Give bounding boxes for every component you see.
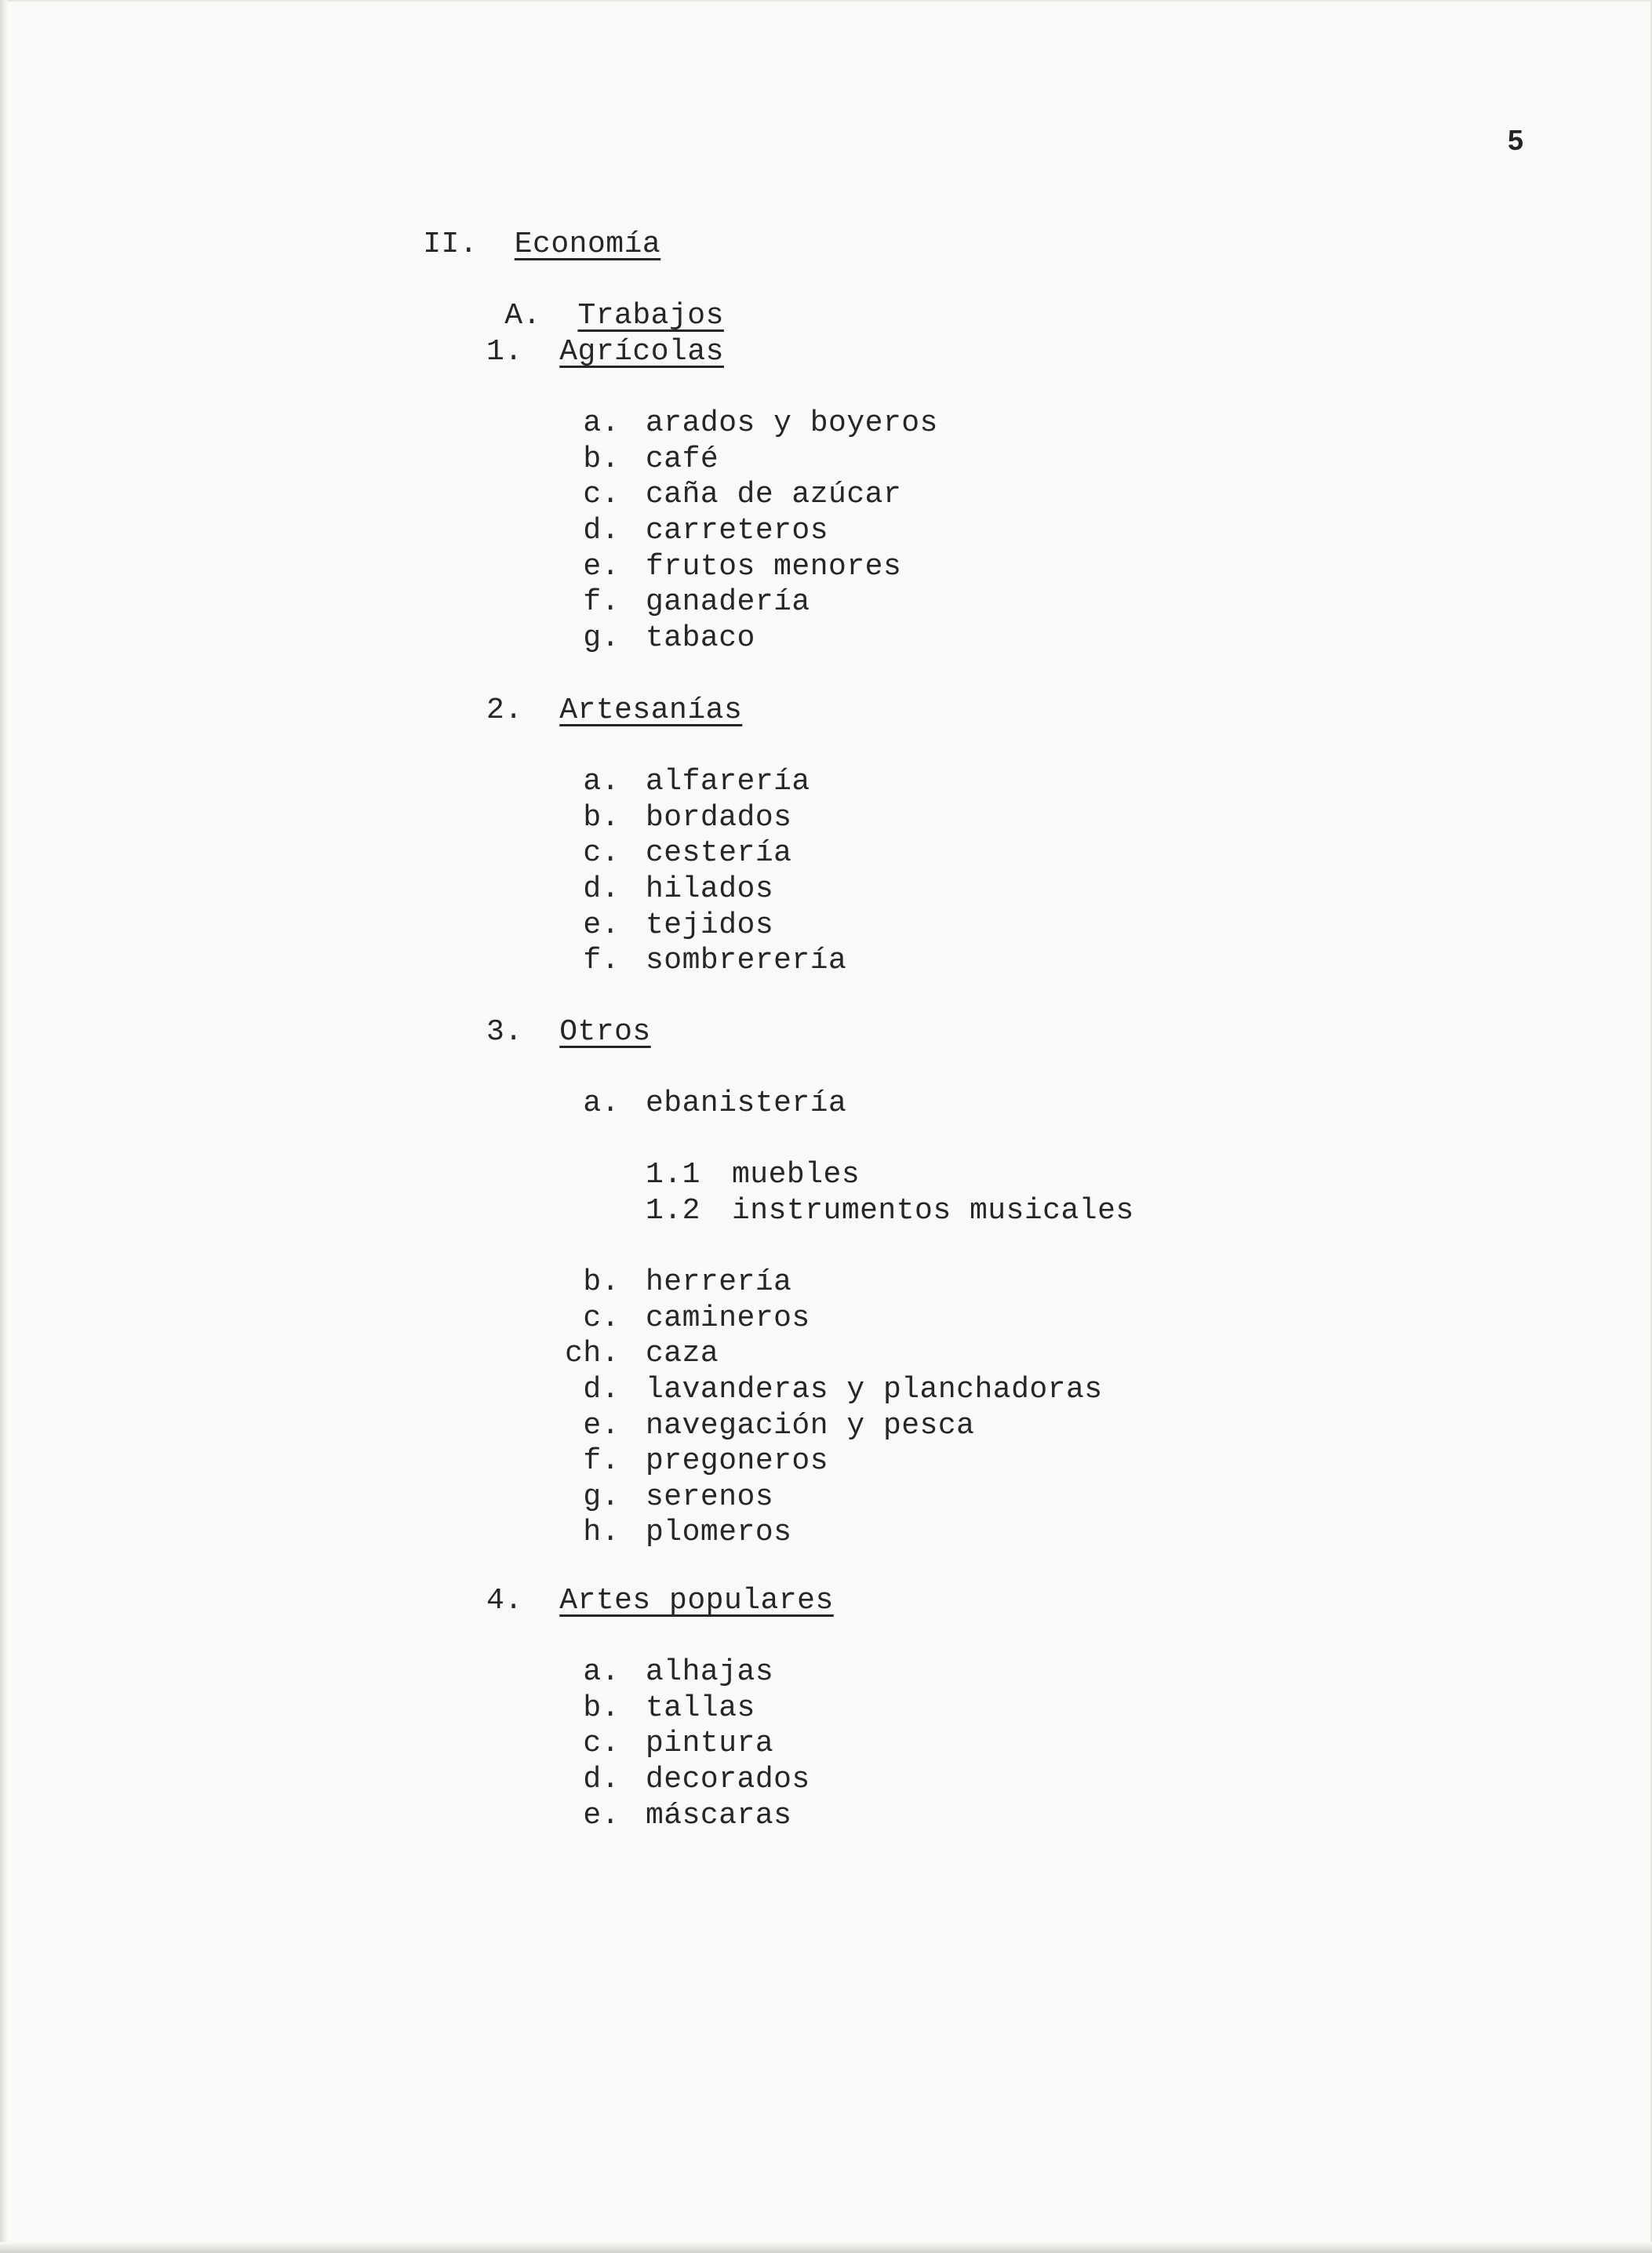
item-text: hilados xyxy=(646,872,774,906)
subsection-marker: A. xyxy=(504,299,541,333)
group-marker: 1. xyxy=(486,335,523,369)
item-text: alhajas xyxy=(646,1655,774,1690)
item-text: sombrerería xyxy=(646,944,847,978)
item-marker: b. xyxy=(583,1265,620,1300)
group-heading xyxy=(486,693,742,729)
group-heading xyxy=(486,1014,651,1050)
group-heading xyxy=(486,334,724,370)
item-text: bordados xyxy=(646,800,792,835)
item-marker: b. xyxy=(583,442,620,476)
item-marker: c. xyxy=(583,836,620,871)
item-marker: d. xyxy=(583,1763,620,1796)
section-title: Economía xyxy=(514,227,661,261)
item-text: caza xyxy=(646,1337,719,1371)
item-text: navegación y pesca xyxy=(646,1408,975,1443)
item-marker: a. xyxy=(583,406,620,441)
group-heading xyxy=(486,1583,834,1619)
item-marker: b. xyxy=(583,800,620,835)
item-text: pregoneros xyxy=(646,1444,829,1479)
page-number: 5 xyxy=(1508,124,1524,156)
group-title: Artes populares xyxy=(559,1584,834,1618)
item-text: serenos xyxy=(646,1480,774,1514)
item-text: arados y boyeros xyxy=(646,406,938,441)
sub-item-text: instrumentos musicales xyxy=(732,1194,1134,1228)
item-marker: g. xyxy=(583,621,620,655)
subsection-title: Trabajos xyxy=(577,299,724,333)
section-marker: II. xyxy=(423,227,478,261)
sub-item-marker: 1.1 xyxy=(646,1158,700,1192)
item-marker: d. xyxy=(583,872,620,906)
item-marker: e. xyxy=(583,908,620,942)
item-marker: e. xyxy=(583,549,620,584)
item-text: ganadería xyxy=(646,585,810,620)
item-marker: d. xyxy=(583,1373,620,1407)
item-text: tallas xyxy=(646,1691,755,1725)
item-text: tejidos xyxy=(646,908,774,942)
item-marker: c. xyxy=(583,478,620,512)
group-title: Artesanías xyxy=(559,693,743,727)
item-text: decorados xyxy=(646,1763,810,1796)
sub-item-text: muebles xyxy=(732,1158,861,1192)
item-marker: d. xyxy=(583,514,620,548)
group-marker: 3. xyxy=(486,1015,523,1049)
item-text: ebanistería xyxy=(646,1086,847,1121)
item-text: carreteros xyxy=(646,514,829,548)
sub-item-marker: 1.2 xyxy=(646,1194,700,1228)
item-marker: g. xyxy=(583,1480,620,1514)
item-marker: f. xyxy=(583,944,620,978)
item-marker: c. xyxy=(583,1727,620,1761)
item-marker: a. xyxy=(583,765,620,799)
item-text: frutos menores xyxy=(646,549,902,584)
item-text: lavanderas y planchadoras xyxy=(646,1373,1103,1407)
item-text: máscaras xyxy=(646,1798,792,1833)
group-title: Otros xyxy=(559,1015,651,1049)
item-text: tabaco xyxy=(646,621,755,655)
item-marker: c. xyxy=(583,1301,620,1335)
group-title: Agrícolas xyxy=(559,335,724,369)
item-marker: e. xyxy=(583,1408,620,1443)
item-marker: a. xyxy=(583,1655,620,1690)
item-text: café xyxy=(646,442,719,476)
item-text: herrería xyxy=(646,1265,792,1300)
item-text: alfarería xyxy=(646,765,810,799)
item-text: caña de azúcar xyxy=(646,478,902,512)
item-text: cestería xyxy=(646,836,792,871)
item-marker: f. xyxy=(583,585,620,620)
item-marker: h. xyxy=(583,1516,620,1550)
item-marker: a. xyxy=(583,1086,620,1121)
item-marker: ch. xyxy=(565,1337,620,1371)
item-marker: e. xyxy=(583,1798,620,1833)
item-text: camineros xyxy=(646,1301,810,1335)
item-text: pintura xyxy=(646,1727,774,1761)
item-marker: f. xyxy=(583,1444,620,1479)
item-text: plomeros xyxy=(646,1516,792,1550)
item-marker: b. xyxy=(583,1691,620,1725)
group-marker: 4. xyxy=(486,1584,523,1618)
group-marker: 2. xyxy=(486,693,523,727)
